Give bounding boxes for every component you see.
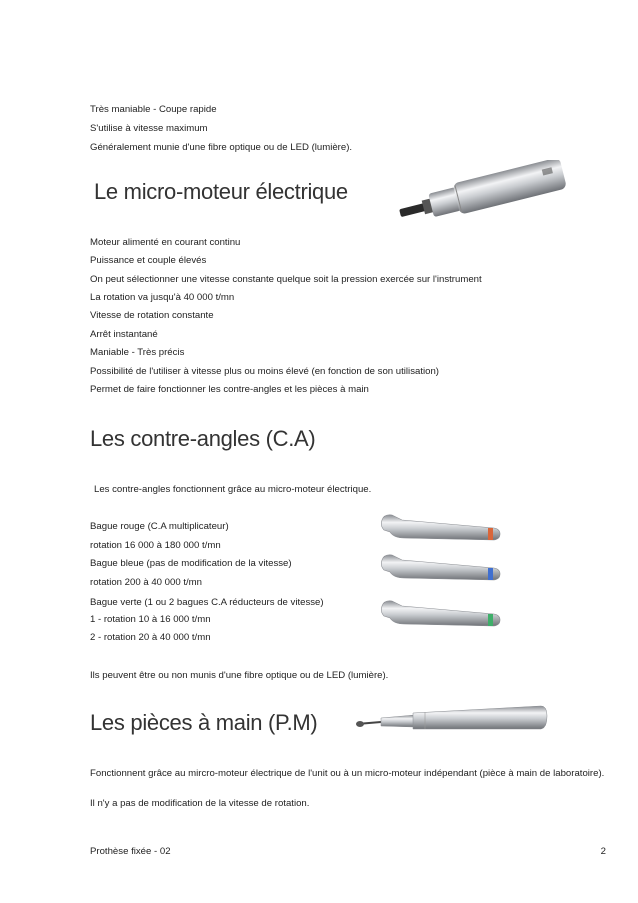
pieces-main-paragraph: Fonctionnent grâce au mircro-moteur électrique de l'unit ou à un micro-moteur indépendant (pièce à main de laboratoire).	[90, 768, 605, 779]
micro-moteur-line-5: Vitesse de rotation constante	[90, 310, 214, 321]
micro-moteur-line-7: Maniable - Très précis	[90, 347, 185, 358]
contre-angles-line-1: Bague rouge (C.A multiplicateur)	[90, 521, 229, 532]
contre-angles-note: Ils peuvent être ou non munis d'une fibre optique ou de LED (lumière).	[90, 670, 389, 681]
micro-moteur-line-4: La rotation va jusqu'à 40 000 t/mn	[90, 292, 235, 303]
ring-red	[488, 528, 493, 540]
micro-moteur-line-8: Possibilité de l'utiliser à vitesse plus ou moins élevé (en fonction de son utilisation)	[90, 366, 439, 377]
intro-line-1: Très maniable - Coupe rapide	[90, 104, 217, 115]
heading-pieces-main: Les pièces à main (P.M)	[90, 710, 318, 735]
contre-angles-subtitle: Les contre-angles fonctionnent grâce au micro-moteur électrique.	[94, 484, 372, 495]
contre-angles-line-3: Bague bleue (pas de modification de la vitesse)	[90, 558, 292, 569]
contre-angle-image-green	[378, 598, 504, 636]
micro-moteur-line-1: Moteur alimenté en courant continu	[90, 237, 241, 248]
micro-motor-image	[395, 160, 575, 220]
contre-angles-line-7: 2 - rotation 20 à 40 000 t/mn	[90, 632, 211, 643]
contre-angles-line-2: rotation 16 000 à 180 000 t/mn	[90, 540, 221, 551]
micro-moteur-line-6: Arrêt instantané	[90, 329, 158, 340]
contre-angle-image-red	[378, 512, 504, 550]
contre-angles-line-6: 1 - rotation 10 à 16 000 t/mn	[90, 614, 211, 625]
contre-angles-line-4: rotation 200 à 40 000 t/mn	[90, 577, 203, 588]
page-number: 2	[600, 846, 606, 857]
heading-contre-angles: Les contre-angles (C.A)	[90, 426, 316, 451]
heading-micro-moteur: Le micro-moteur électrique	[94, 179, 348, 204]
intro-line-2: S'utilise à vitesse maximum	[90, 123, 208, 134]
contre-angle-image-blue	[378, 552, 504, 590]
micro-moteur-line-2: Puissance et couple élevés	[90, 255, 207, 266]
micro-moteur-line-9: Permet de faire fonctionner les contre-angles et les pièces à main	[90, 384, 369, 395]
micro-moteur-line-3: On peut sélectionner une vitesse constante quelque soit la pression exercée sur l'instrument	[90, 274, 482, 285]
footer-title: Prothèse fixée - 02	[90, 846, 171, 857]
contre-angles-line-5: Bague verte (1 ou 2 bagues C.A réducteurs de vitesse)	[90, 597, 324, 608]
pieces-main-line: Il n'y a pas de modification de la vitesse de rotation.	[90, 798, 310, 809]
ring-blue	[488, 568, 493, 580]
intro-line-3: Généralement munie d'une fibre optique ou de LED (lumière).	[90, 142, 353, 153]
ring-green	[488, 614, 493, 626]
piece-a-main-image	[355, 700, 550, 742]
